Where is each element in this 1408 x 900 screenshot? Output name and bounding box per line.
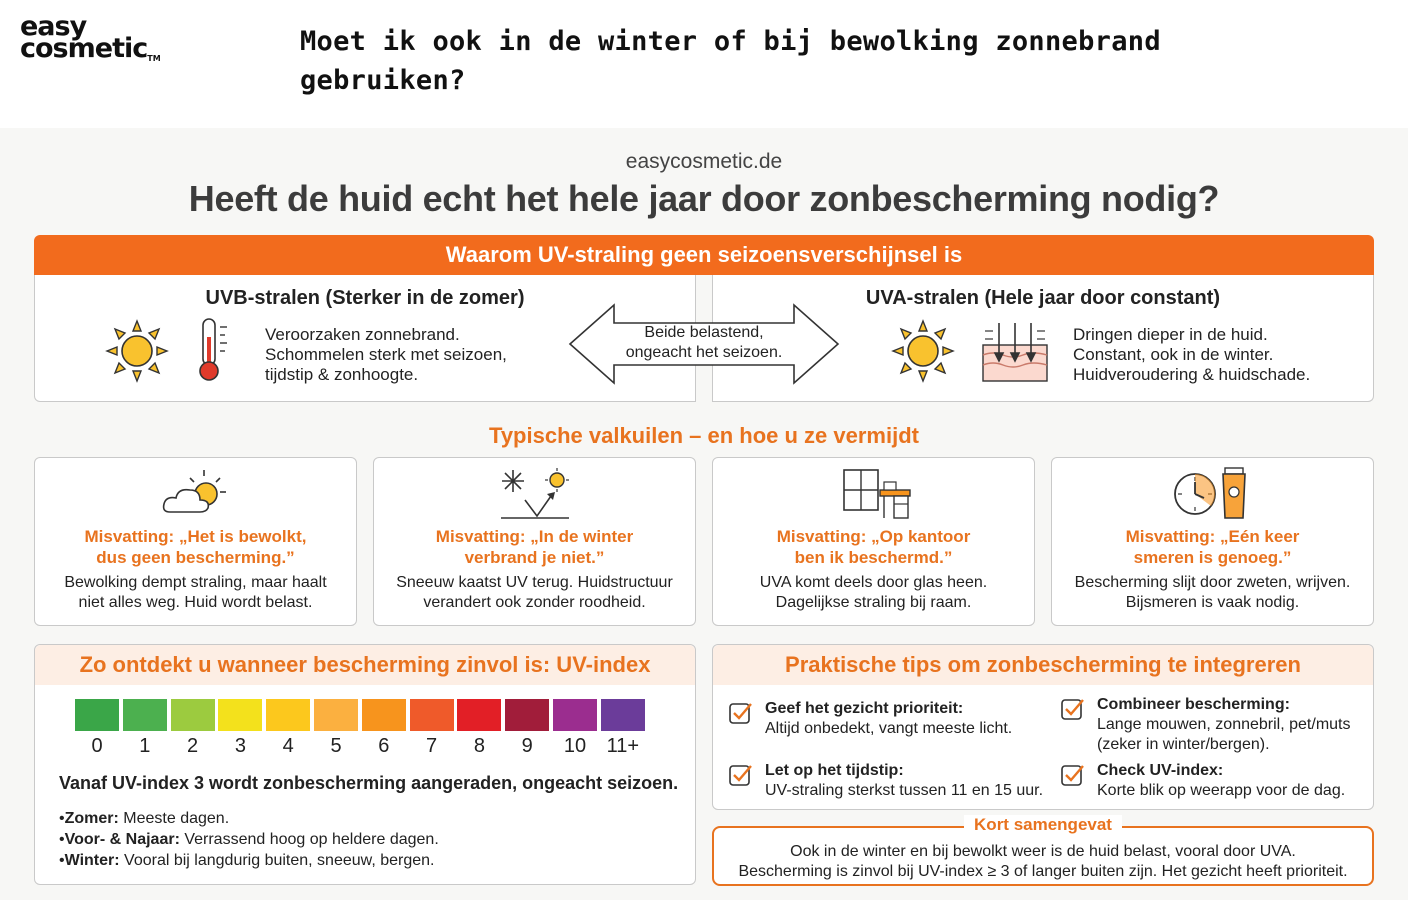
pitfall-card — [1051, 457, 1374, 626]
office-window-icon — [713, 466, 1034, 522]
summary-line: Ook in de winter en bij bewolkt weer is de huid belast, vooral door UVA. — [790, 843, 1296, 860]
pitfall-explanation — [374, 573, 695, 613]
uv-index-segment — [601, 699, 645, 731]
tip-text: Altijd onbedekt, vangt meeste licht. — [765, 720, 1013, 737]
uvb-line: Schommelen sterk met seizoen, — [265, 345, 507, 364]
uv-index-level: 5 — [330, 735, 342, 757]
uva-title: UVA-stralen (Hele jaar door constant) — [865, 287, 1221, 309]
uv-index-segment — [75, 699, 119, 731]
expl-line: Bijsmeren is vaak nodig. — [1125, 594, 1300, 611]
uv-index-segment — [457, 699, 501, 731]
pitfall-card — [373, 457, 696, 626]
tip-title: Check UV-index: — [1097, 762, 1224, 779]
uv-index-level: 0 — [91, 735, 103, 757]
checkbox-icon — [1061, 763, 1085, 787]
uv-index-level: 9 — [521, 735, 533, 757]
uv-index-level: 2 — [187, 735, 199, 757]
infographic-site-url: easycosmetic.de — [625, 150, 783, 173]
arrow-caption-line: ongeacht het seizoen. — [625, 344, 783, 361]
page-header — [0, 0, 1408, 128]
pitfall-explanation — [1052, 573, 1373, 613]
uvb-description — [265, 325, 507, 385]
pitfall-myth — [374, 526, 695, 568]
cloud-sun-icon — [35, 466, 356, 522]
pitfall-myth — [1052, 526, 1373, 568]
expl-line: niet alles weg. Huid wordt belast. — [78, 594, 313, 611]
pitfalls-title: Typische valkuilen – en hoe u ze vermijdt — [489, 423, 919, 448]
expl-line: verandert ook zonder roodheid. — [423, 594, 646, 611]
tip-title: Let op het tijdstip: — [765, 762, 904, 779]
tip-item — [765, 761, 1043, 801]
myth-line: verbrand je niet.” — [464, 548, 605, 567]
myth-line: ben ik beschermd.” — [794, 548, 953, 567]
uv-index-note: Vanaf UV-index 3 wordt zonbescherming aangeraden, ongeacht seizoen. — [59, 773, 679, 793]
tip-item — [1097, 695, 1350, 755]
uv-index-level: 11+ — [606, 735, 640, 757]
thermometer-icon — [193, 315, 233, 385]
uv-index-segment — [410, 699, 454, 731]
tip-title: Geef het gezicht prioriteit: — [765, 700, 964, 717]
page-title: Moet ik ook in de winter of bij bewolking zonnebrand gebruiken? — [300, 26, 1161, 96]
expl-line: Dagelijkse straling bij raam. — [775, 594, 972, 611]
pitfall-explanation — [35, 573, 356, 613]
sun-icon — [105, 319, 169, 383]
tip-text: Korte blik op weerapp voor de dag. — [1097, 782, 1346, 799]
arrow-caption — [568, 323, 840, 363]
uva-line: Dringen dieper in de huid. — [1073, 325, 1268, 344]
logo-trademark: TM — [147, 54, 161, 63]
tips-panel — [712, 644, 1374, 810]
uvb-title: UVB-stralen (Sterker in de zomer) — [205, 287, 525, 309]
myth-line: Misvatting: „Eén keer — [1125, 527, 1300, 546]
summary-panel — [712, 815, 1374, 886]
clock-sunscreen-icon — [1052, 466, 1373, 522]
myth-line: Misvatting: „Op kantoor — [776, 527, 971, 546]
myth-line: dus geen bescherming.” — [96, 548, 295, 567]
uv-index-level: 1 — [139, 735, 151, 757]
uv-index-segment — [123, 699, 167, 731]
uva-line: Constant, ook in de winter. — [1073, 345, 1274, 364]
uv-index-level: 4 — [282, 735, 294, 757]
checkbox-icon — [1061, 697, 1085, 721]
sun-icon — [891, 319, 955, 383]
expl-line: UVA komt deels door glas heen. — [759, 574, 988, 591]
season-item-winter: • Winter: Vooral bij langdurig buiten, sneeuw, bergen. — [59, 850, 439, 871]
tip-item — [765, 699, 1012, 739]
summary-text — [714, 842, 1372, 882]
uva-line: Huidveroudering & huidschade. — [1073, 365, 1311, 384]
uv-index-scale — [75, 699, 647, 731]
tip-text: UV-straling sterkst tussen 11 en 15 uur. — [765, 782, 1044, 799]
pitfall-myth — [713, 526, 1034, 568]
uv-index-level: 7 — [426, 735, 438, 757]
expl-line: Bewolking dempt straling, maar haalt — [64, 574, 327, 591]
uv-index-segment — [266, 699, 310, 731]
uvb-line: Veroorzaken zonnebrand. — [265, 325, 460, 344]
season-list — [59, 808, 439, 871]
uv-index-level: 6 — [378, 735, 390, 757]
season-item-spring-autumn: • Voor- & Najaar: Verrassend hoog op heldere dagen. — [59, 829, 439, 850]
tip-item — [1097, 761, 1345, 801]
snow-reflect-icon — [374, 466, 695, 522]
tip-text: (zeker in winter/bergen). — [1097, 736, 1270, 753]
infographic-title: Heeft de huid echt het hele jaar door zonbescherming nodig? — [188, 178, 1220, 219]
myth-line: smeren is genoeg.” — [1133, 548, 1292, 567]
myth-line: Misvatting: „In de winter — [435, 527, 634, 546]
pitfall-myth — [35, 526, 356, 568]
logo-line-easy: easy — [20, 11, 87, 42]
tips-title: Praktische tips om zonbescherming te integreren — [713, 645, 1373, 685]
uv-index-segment — [218, 699, 262, 731]
summary-line: Bescherming is zinvol bij UV-index ≥ 3 of langer buiten zijn. Het gezicht heeft prioriteit. — [738, 863, 1348, 880]
logo-line-cosmetic: cosmetic™ — [20, 33, 161, 64]
pitfall-card — [712, 457, 1035, 626]
infographic — [0, 128, 1408, 900]
uv-section-banner: Waarom UV-straling geen seizoensverschijnsel is — [34, 235, 1374, 275]
easycosmetic-logo[interactable] — [20, 11, 161, 64]
uvb-line: tijdstip & zonhoogte. — [265, 365, 419, 384]
pitfall-card — [34, 457, 357, 626]
uv-index-segment — [171, 699, 215, 731]
uv-index-panel — [34, 644, 696, 885]
expl-line: Bescherming slijt door zweten, wrijven. — [1074, 574, 1351, 591]
skin-layers-icon — [981, 321, 1049, 383]
uv-index-level: 10 — [563, 735, 587, 757]
uv-index-segment — [362, 699, 406, 731]
arrow-caption-line: Beide belastend, — [644, 324, 764, 341]
pitfall-explanation — [713, 573, 1034, 613]
checkbox-icon — [729, 763, 753, 787]
uva-description — [1073, 325, 1310, 385]
tip-title: Combineer bescherming: — [1097, 696, 1290, 713]
uv-index-level: 3 — [234, 735, 246, 757]
uv-index-level: 8 — [473, 735, 485, 757]
uv-index-segment — [505, 699, 549, 731]
expl-line: Sneeuw kaatst UV terug. Huidstructuur — [396, 574, 673, 591]
summary-title: Kort samengevat — [964, 815, 1122, 834]
double-arrow-icon — [568, 303, 840, 385]
summary-heading — [714, 815, 1372, 835]
myth-line: Misvatting: „Het is bewolkt, — [84, 527, 307, 546]
uv-index-segment — [553, 699, 597, 731]
uv-index-segment — [314, 699, 358, 731]
season-item-summer: • Zomer: Meeste dagen. — [59, 808, 439, 829]
checkbox-icon — [729, 701, 753, 725]
tip-text: Lange mouwen, zonnebril, pet/muts — [1097, 716, 1351, 733]
uv-index-title: Zo ontdekt u wanneer bescherming zinvol is: UV-index — [35, 645, 695, 685]
